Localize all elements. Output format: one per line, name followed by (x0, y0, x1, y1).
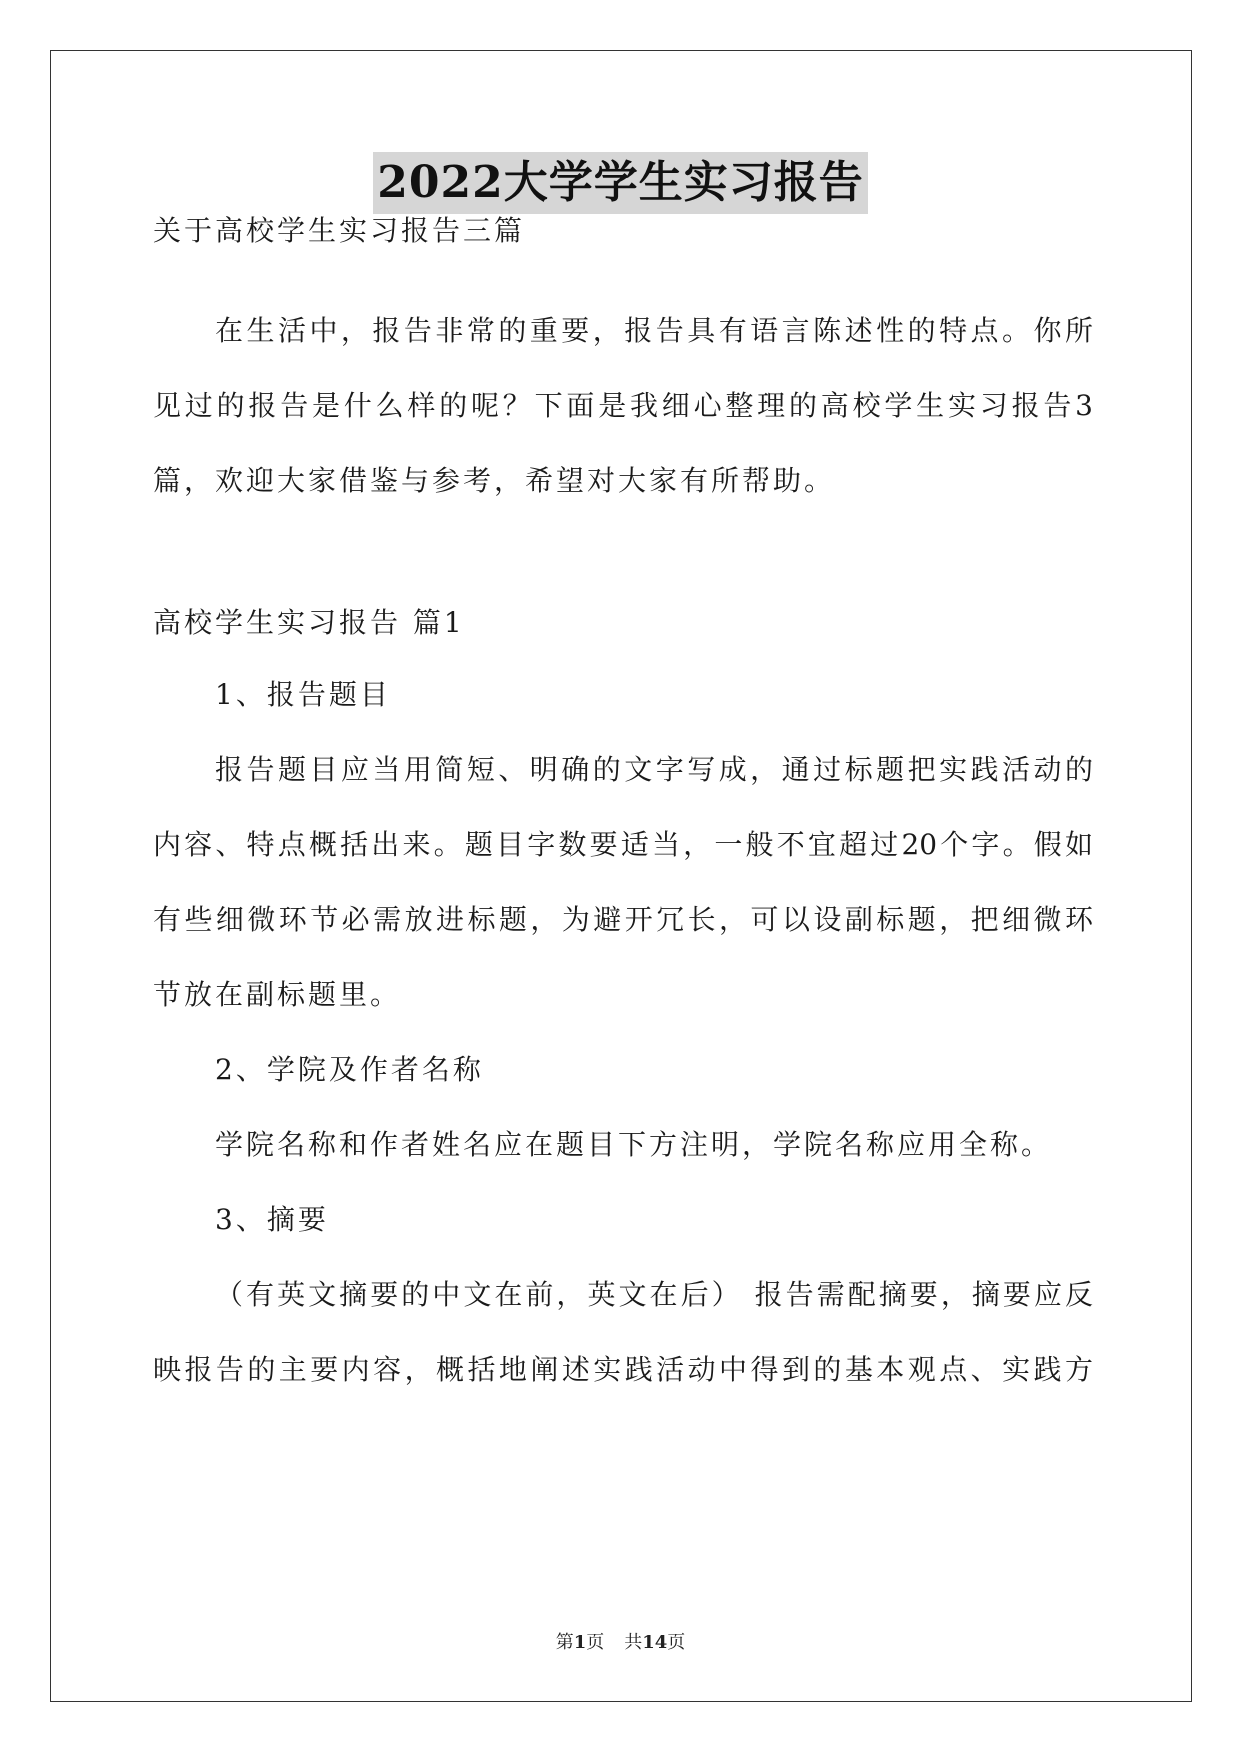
title-container (0, 152, 1241, 214)
total-suffix: 页 (667, 1632, 686, 1653)
item1-line-4: 节放在副标题里。 (153, 978, 402, 1011)
item1-line-3: 有些细微环节必需放进标题，为避开冗长，可以设副标题，把细微环 (153, 903, 1093, 936)
item1-heading: 1、报告题目 (215, 678, 391, 711)
item2-heading: 2、学院及作者名称 (215, 1053, 484, 1086)
intro-line-2: 见过的报告是什么样的呢？下面是我细心整理的高校学生实习报告3 (153, 389, 1093, 422)
item2-line-1: 学院名称和作者姓名应在题目下方注明，学院名称应用全称。 (215, 1128, 1053, 1161)
document-title: 2022大学学生实习报告 (373, 152, 867, 214)
item3-line-1: （有英文摘要的中文在前，英文在后） 报告需配摘要，摘要应反 (215, 1278, 1093, 1311)
page-number: 1 (573, 1632, 587, 1653)
page-suffix: 页 (586, 1632, 605, 1653)
item3-heading: 3、摘要 (215, 1203, 329, 1236)
item1-line-2: 内容、特点概括出来。题目字数要适当，一般不宜超过20个字。假如 (153, 828, 1093, 861)
total-pages: 14 (642, 1632, 668, 1653)
subtitle: 关于高校学生实习报告三篇 (153, 214, 526, 247)
intro-line-1: 在生活中，报告非常的重要，报告具有语言陈述性的特点。你所 (215, 314, 1093, 347)
intro-line-3: 篇，欢迎大家借鉴与参考，希望对大家有所帮助。 (153, 464, 836, 497)
page-border (50, 50, 1192, 1702)
page-footer (0, 1630, 1241, 1656)
page-prefix: 第 (555, 1632, 574, 1653)
item1-line-1: 报告题目应当用简短、明确的文字写成，通过标题把实践活动的 (215, 753, 1093, 786)
section-heading: 高校学生实习报告 篇1 (153, 606, 465, 639)
total-prefix: 共 (624, 1632, 643, 1653)
item3-line-2: 映报告的主要内容，概括地阐述实践活动中得到的基本观点、实践方 (153, 1353, 1093, 1386)
